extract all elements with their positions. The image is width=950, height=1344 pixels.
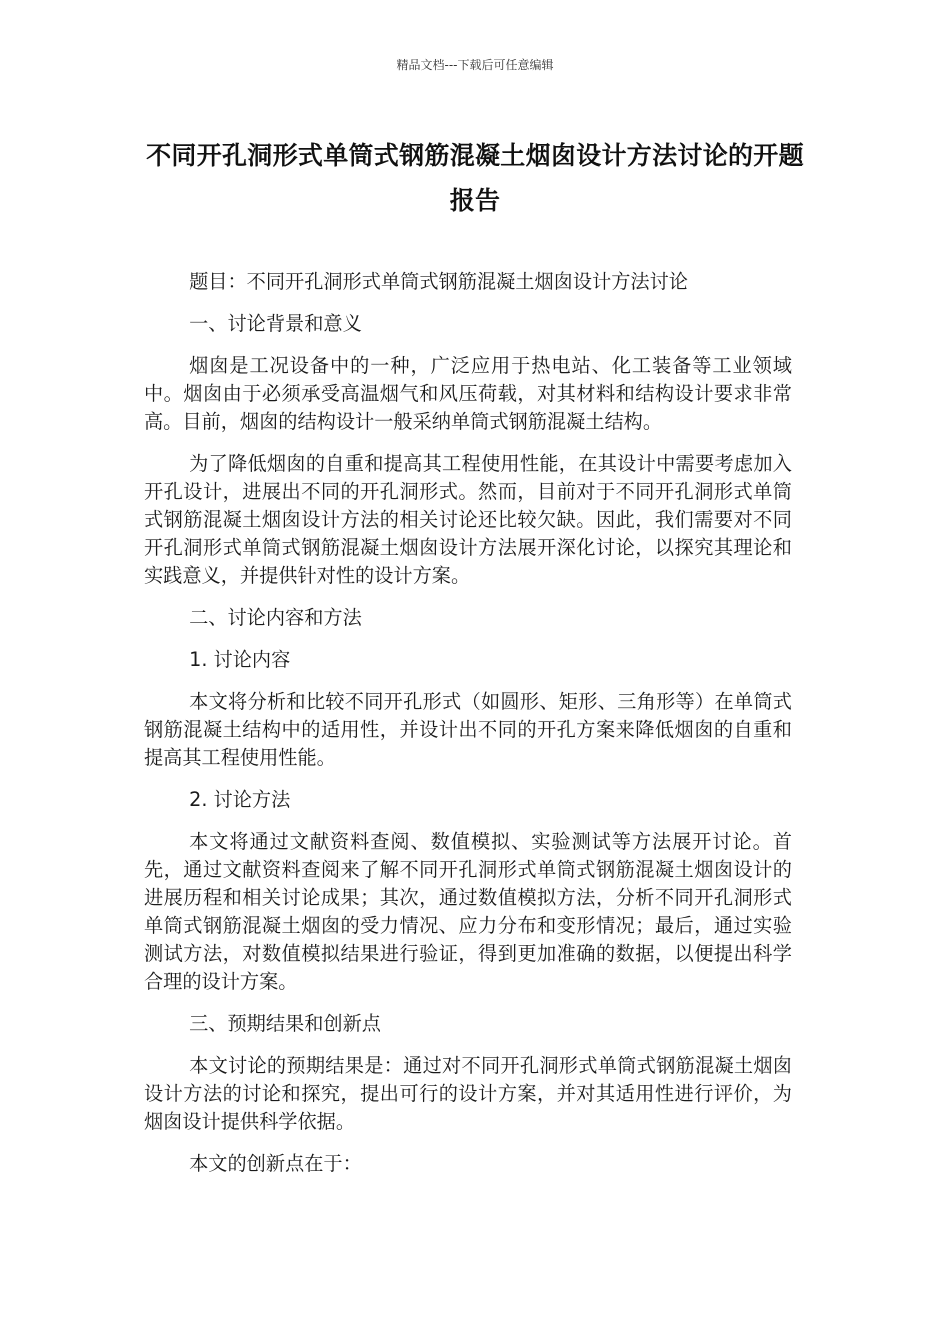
subsection-heading-content: 1. 讨论内容 [189, 648, 291, 671]
paragraph-method: 本文将通过文献资料查阅、数值模拟、实验测试等方法展开讨论。首先，通过文献资料查阅来了解不同开孔洞形式单筒式钢筋混凝土烟囱设计的进展历程和相关讨论成果；其次，通过数值模拟方法，分析不同开孔洞形式单筒式钢筋混凝土烟囱的受力情况、应力分布和变形情况；最后，通过实验测试方法，对数值模拟结果进行验证，得到更加准确的数据，以便提出科学合理的设计方案。 [144, 830, 792, 993]
paragraph-content: 本文将分析和比较不同开孔形式（如圆形、矩形、三角形等）在单筒式钢筋混凝土结构中的适用性，并设计出不同的开孔方案来降低烟囱的自重和提高其工程使用性能。 [144, 690, 792, 769]
paragraph-background-1: 烟囱是工况设备中的一种，广泛应用于热电站、化工装备等工业领域中。烟囱由于必须承受高温烟气和风压荷载，对其材料和结构设计要求非常高。目前，烟囱的结构设计一般采纳单筒式钢筋混凝土结构。 [144, 354, 792, 433]
paragraph-background-2: 为了降低烟囱的自重和提高其工程使用性能，在其设计中需要考虑加入开孔设计，进展出不同的开孔洞形式。然而，目前对于不同开孔洞形式单筒式钢筋混凝土烟囱设计方法的相关讨论还比较欠缺。因此，我们需要对不同开孔洞形式单筒式钢筋混凝土烟囱设计方法展开深化讨论，以探究其理论和实践意义，并提供针对性的设计方案。 [144, 452, 792, 587]
page-header: 精品文档---下载后可任意编辑 [396, 58, 554, 72]
paragraph-topic: 题目：不同开孔洞形式单筒式钢筋混凝土烟囱设计方法讨论 [189, 270, 688, 293]
section-heading-results: 三、预期结果和创新点 [189, 1012, 381, 1035]
section-heading-background: 一、讨论背景和意义 [189, 312, 362, 335]
subsection-heading-method: 2. 讨论方法 [189, 788, 291, 811]
paragraph-results: 本文讨论的预期结果是：通过对不同开孔洞形式单筒式钢筋混凝土烟囱设计方法的讨论和探究，提出可行的设计方案，并对其适用性进行评价，为烟囱设计提供科学依据。 [144, 1054, 792, 1133]
document-body [144, 268, 792, 1192]
paragraph-innovation: 本文的创新点在于： [189, 1152, 362, 1175]
document-title: 不同开孔洞形式单筒式钢筋混凝土烟囱设计方法讨论的开题报告 [146, 141, 804, 215]
section-heading-content-method: 二、讨论内容和方法 [189, 606, 362, 629]
